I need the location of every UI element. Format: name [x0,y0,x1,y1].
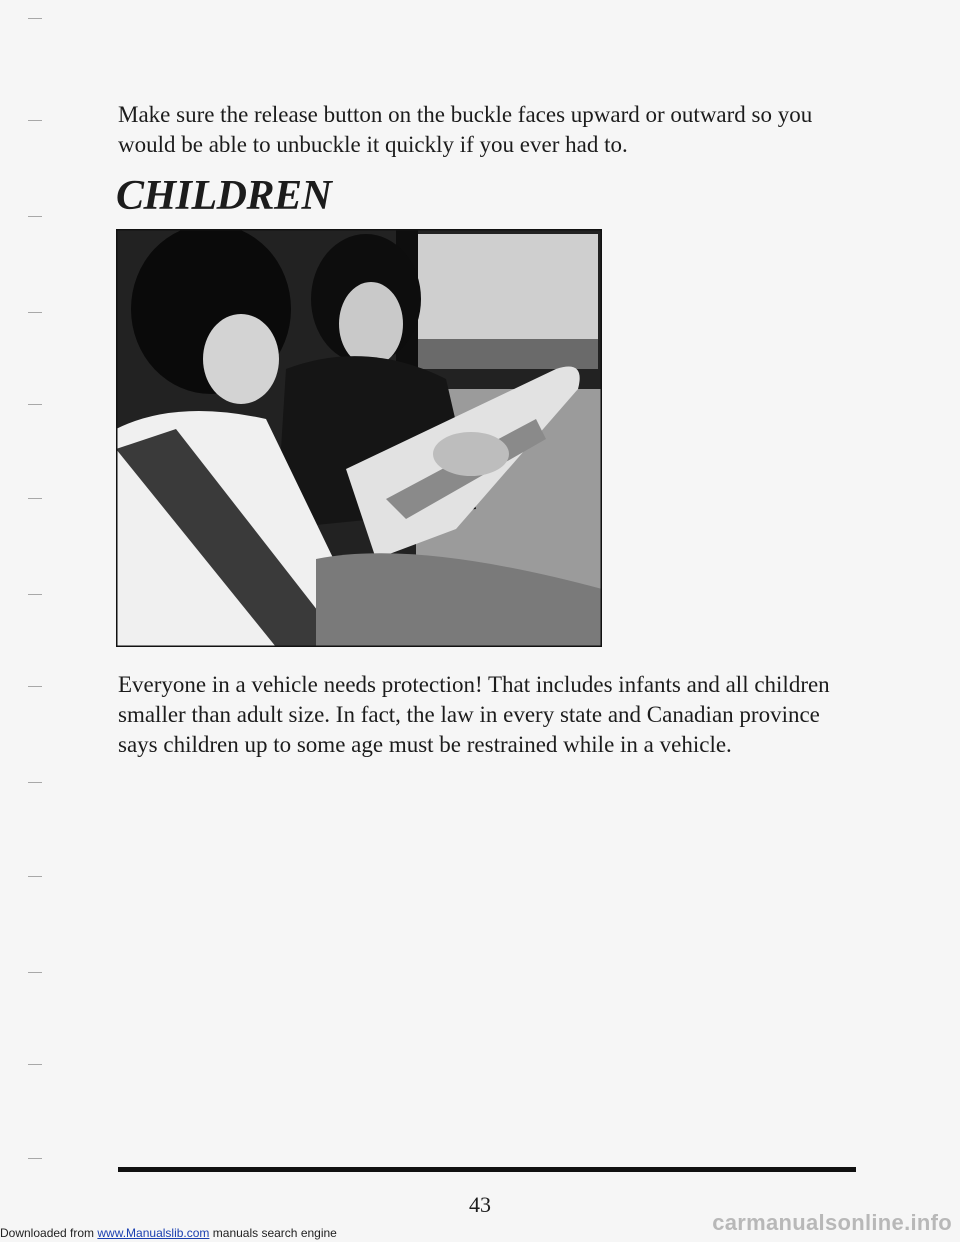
photo-illustration [116,229,602,647]
footer-rule [118,1167,856,1172]
footer-prefix: Downloaded from [0,1226,98,1240]
children-paragraph: Everyone in a vehicle needs protection! That includes infants and all children smaller than adult size. In fact, the law in every state and Canadian province says children up to some age must be restrained while in a vehicle. [118,672,830,757]
download-footer [0,1226,337,1240]
margin-tick [28,876,42,877]
page-number: 43 [469,1192,491,1217]
margin-tick [28,18,42,19]
margin-ticks [0,0,60,1242]
margin-tick [28,972,42,973]
footer-suffix: manuals search engine [209,1226,337,1240]
margin-tick [28,782,42,783]
section-heading: CHILDREN [116,173,332,219]
margin-tick [28,404,42,405]
margin-tick [28,686,42,687]
margin-tick [28,216,42,217]
intro-paragraph: Make sure the release button on the buckle faces upward or outward so you would be able to unbuckle it quickly if you ever had to. [118,102,813,157]
margin-tick [28,312,42,313]
margin-tick [28,120,42,121]
children-photo [116,229,602,647]
margin-tick [28,1064,42,1065]
margin-tick [28,498,42,499]
margin-tick [28,594,42,595]
margin-tick [28,1158,42,1159]
watermark: carmanualsonline.info [712,1210,952,1235]
manualslib-link[interactable]: www.Manualslib.com [97,1226,210,1240]
